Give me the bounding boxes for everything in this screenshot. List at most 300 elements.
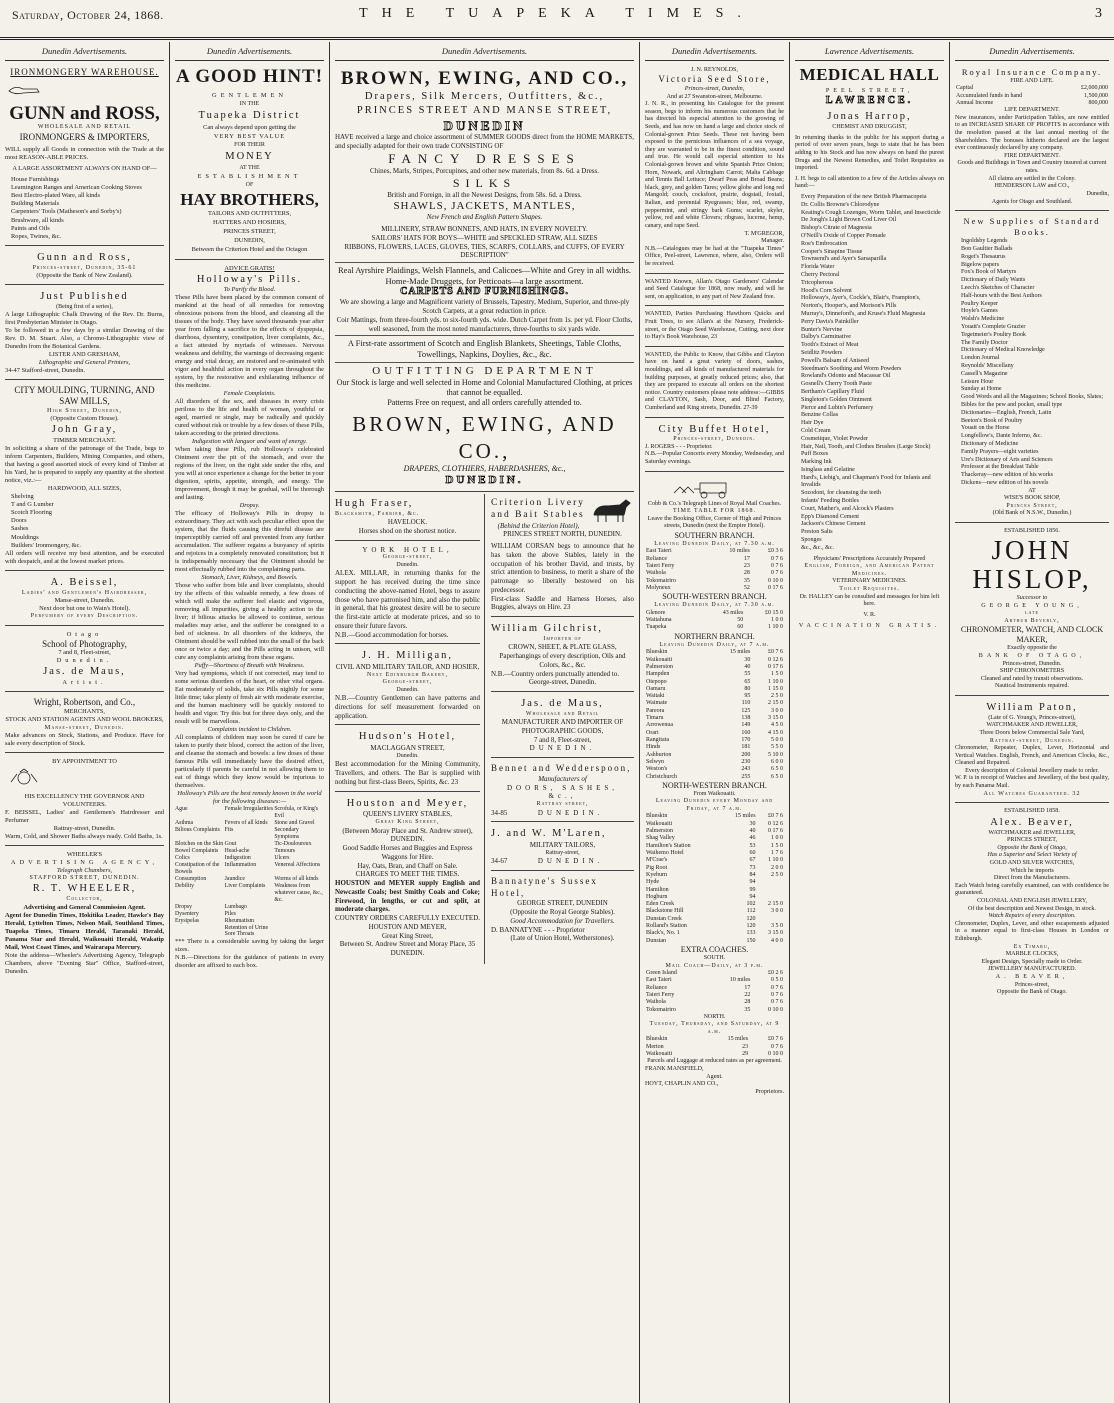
table-cell: 1 7 6: [771, 849, 783, 856]
table-row: [645, 813, 784, 820]
ad-body: Chronometer, Repeater, Duplex, Lever, Horizontal and Vertical Watches. English, French, and American Clocks, &c., Cleaned and Repaired.: [955, 745, 1109, 767]
table-cell: 120: [746, 923, 756, 930]
ad-body: Good Accommodation for Travellers.: [510, 916, 615, 925]
firm-name: Alex. Beaver,: [990, 816, 1074, 828]
list-item: Benzine Collas: [801, 412, 839, 419]
ad-body: WANTED, Parties Purchasing Hawthorn Quicks and Fruit Trees, to see Allan's at the Nursery, Frederick-street, or the Otago Seed Warehouse, Cutting, next door to Hay's Book Warehouse, 23: [645, 311, 784, 341]
table-cell: 800,000: [1088, 99, 1108, 106]
firm-name: Criterion Livery and Bait Stables: [491, 497, 585, 521]
firm-name: Bannatyne's Sussex Hotel,: [491, 875, 598, 898]
section-heading: SHAWLS, JACKETS, MANTLES,: [393, 199, 576, 212]
list-item: Epp's Diamond Cement: [801, 513, 859, 520]
firm-name: A. Beissel,: [50, 576, 119, 588]
table-cell: 243: [741, 766, 751, 773]
table-cell: 28: [743, 570, 750, 577]
ad-body: Very bad symptoms, which if not corrected, may tend to some serious disorders of the heart, or other vital organs. Eat moderately of solids, take six Pills nightly for some little time; take plenty of fresh air with moderate exercise, and the human machinery will be quickly restored to health and vigor. Try this but for three days only, and the result will be marvellous.: [175, 670, 324, 726]
table-cell: Merton: [646, 1043, 664, 1050]
table-cell: £0 7 6: [768, 813, 783, 820]
ad-body: V. R.: [863, 611, 876, 618]
firm-name: John Gray,: [51, 424, 118, 436]
branch-heading: SOUTHERN BRANCH.: [674, 530, 755, 540]
table-row: [645, 578, 784, 585]
table-cell: 95: [744, 693, 751, 700]
firm-line: STOCK AND STATION AGENTS AND WOOL BROKERS,: [5, 715, 164, 723]
list-item: Dalby's Carminative: [801, 334, 852, 341]
list-item: Singleton's Golden Ointment: [801, 396, 872, 403]
table-cell: 0 7 6: [771, 563, 783, 570]
ad-heading: IRONMONGERY WAREHOUSE.: [10, 66, 159, 77]
list-item: Cherry Pectoral: [801, 271, 840, 278]
table-cell: 17: [743, 555, 750, 562]
ad-heading: ADVICE GRATIS!: [224, 264, 275, 272]
disease-cell: [274, 918, 324, 925]
ad-number: 34-85: [491, 808, 508, 817]
table-cell: M'Crae's: [646, 857, 668, 864]
firm-address: STAFFORD STREET, DUNEDIN.: [29, 874, 140, 881]
firm-line: Victoria Seed Store,: [658, 74, 771, 85]
royal-crest-icon: [5, 768, 43, 788]
column-1-header: Dunedin Advertisements.: [5, 44, 164, 61]
column-3-header: Dunedin Advertisements.: [335, 44, 634, 61]
ad-city-moulding: [5, 382, 164, 571]
ad-body: WANTED Known, Allan's Otago Gardeners' Calendar and Seed Catalogue for 1868, now ready, and will be sent, on application, to any part of New Zealand free.: [645, 278, 784, 300]
firm-address: Manse-street, Dunedin.: [44, 723, 125, 731]
list-item: Hair Dye: [801, 420, 824, 427]
firm-line: DOORS, SASHES, &c.,: [506, 783, 619, 801]
ad-line: MONEY: [225, 151, 274, 163]
ad-signature: T. M'GREGOR,: [744, 230, 784, 237]
table-row: [955, 100, 1109, 107]
ad-heading: Holloway's Pills.: [196, 273, 303, 285]
list-item: Tricopherous: [801, 279, 834, 286]
branch-heading: NORTHERN BRANCH.: [674, 631, 755, 641]
table-cell: 0 5 0: [771, 977, 783, 984]
section-heading: MARBLE CLOCKS,: [1005, 951, 1059, 958]
firm-line: MILITARY TAILORS,: [529, 840, 596, 849]
table-row: [645, 671, 784, 678]
table-cell: Timaru: [646, 715, 664, 722]
table-row: [645, 872, 784, 879]
list-item: Hood's Corn Solvent: [801, 287, 852, 294]
list-item: Florida Water: [801, 264, 835, 271]
ad-wanted-calendar: [645, 276, 784, 307]
list-item: Dictionary of Medical Knowledge: [961, 347, 1045, 354]
disease-cell: Piles: [224, 910, 236, 917]
table-cell: 0 10 0: [768, 1051, 783, 1058]
table-row: [645, 1051, 784, 1058]
branch-schedule: Leaving Dunedin Daily, at 7 a.m.: [659, 641, 770, 648]
list-item: Hoyle's Games: [961, 308, 998, 315]
table-cell: Oamaru: [646, 685, 666, 692]
firm-name: Hugh Fraser,: [335, 497, 414, 509]
table-cell: 0 12 6: [768, 656, 783, 663]
table-row: [645, 664, 784, 671]
disease-cell: Consumption: [175, 875, 207, 882]
table-cell: 60: [737, 624, 744, 631]
ad-body: George-street, Dunedin.: [528, 678, 597, 687]
ad-william-paton: [955, 698, 1109, 803]
list-item: Powell's Balsam of Aniseed: [801, 357, 869, 364]
ad-heading: CITY MOULDING, TURNING, AND SAW MILLS,: [14, 385, 155, 407]
table-cell: Reliance: [646, 984, 667, 991]
table-cell: 3 15 0: [768, 715, 783, 722]
books-list: [955, 238, 1109, 488]
table-cell: 3 0 0: [771, 908, 783, 915]
list-item: T and G Lumber: [11, 500, 54, 508]
ad-body: N.B.—Good accommodation for horses.: [335, 630, 449, 639]
ad-william-gilchrist: [491, 619, 634, 692]
ad-wright-robertson: [5, 694, 164, 753]
list-item: &c., &c., &c.: [801, 544, 834, 551]
branch-schedule: From Waikouaiti.: [693, 790, 736, 797]
table-row: [645, 624, 784, 631]
disease-cell: Ulcers: [274, 855, 290, 861]
firm-line: WATCHMAKER and JEWELLER,: [988, 829, 1076, 836]
firm-name: Hudson's Hotel,: [358, 731, 457, 743]
ad-subheading: (Being first of a series),: [56, 303, 113, 310]
firm-line: Dunedin.: [396, 561, 419, 568]
disease-cell: [175, 931, 225, 938]
ad-body: English, Foreign, and American Patent Medicines.: [804, 563, 935, 577]
ad-body: ALEX. MILLAR, in returning thanks for the support he has received during the time since conducting the above-named Hotel, begs to assure those who have patronised him, and also the public in general, that his greatest desire will be to secure the first-rate article at moderate prices, and so to ensure their future favors.: [335, 569, 480, 630]
firm-line: Manufacturers of: [538, 774, 587, 783]
table-cell: 2 5 0: [771, 693, 783, 700]
ad-body: Exactly opposite the: [1007, 645, 1057, 652]
table-cell: 53: [749, 842, 756, 849]
ad-alex-beaver: [955, 805, 1109, 1000]
disease-cell: [274, 925, 324, 932]
table-cell: Reliance: [646, 555, 667, 562]
firm-address: Princes-street,: [1014, 981, 1050, 988]
ad-body: Chronometer, Duplex, Lever, and other escapements adjusted in a manner equal to first-class Houses in London or Edinburgh.: [955, 920, 1109, 943]
ad-cobb-coaches: [645, 474, 784, 1101]
list-item: Sashes: [11, 525, 29, 533]
section-heading: Stomach, Liver, Kidneys, and Bowels.: [201, 574, 298, 582]
fare-table-southern: [645, 548, 784, 592]
ad-signature: Agents for Otago and Southland.: [991, 198, 1073, 205]
table-cell: 112: [746, 908, 756, 915]
ad-reynolds-seed-store: [645, 64, 784, 274]
ad-holloways-pills: [175, 262, 324, 975]
table-cell: 0 7 6: [771, 999, 783, 1006]
firm-address: PRINCES STREET AND MANSE STREET,: [356, 105, 613, 117]
ad-body: We are showing a large and Magnificent variety of Brussels, Tapestry, Medium, Superior, and three-ply Scotch Carpets, at a great reduction in price.: [339, 298, 630, 315]
ad-gunn-ross: [5, 64, 164, 247]
ad-body: All Watches Guaranteed. 32: [983, 790, 1081, 797]
ad-body: RIBBONS, FLOWERS, LACES, GLOVES, TIES, SCARFS, COLLARS, and CUFFS, OF EVERY DESCRIPTION": [344, 242, 625, 260]
ad-body: Physicians' Prescriptions Accurately Prepared: [813, 555, 926, 562]
ad-body: J. N. R., in presenting his Catalogue for the present season, begs to inform his numerous customers that he has directed his especial attention to the growing of Seeds, and has now on hand a large and choice stock of Colonial-grown Prize Seeds. These not having been exposed to the pernicious influences of a sea voyage, they are warranted to be in the finest condition, sound and true. He would call especial attention to his Colonial-grown brown and white Spanish Prize Onion; Horn, Nowark, and Altringham Carrot; Malta Cabbage and Tennis Ball Lettuce; Dwarf Peas and Broad Beans; black, grey, and golden Tares; yellow globe and long red Mangold; couch, cocksfoot, prairie, dogstail, foxtail, Italian, and perennial Ryegrasses; blue, red, swamp, peppermint, and stringy bark Gums; scarlet, skyler, yellow, red and white Clovers; ribgrass, lucerne, hemp, canary, and rape Seed.: [645, 101, 784, 229]
table-cell: 102: [746, 901, 756, 908]
list-item: Roget's Thesaurus: [961, 253, 1006, 260]
firm-name: Jas. de Maus,: [43, 666, 126, 678]
disease-cell: Worms of all kinds: [274, 875, 319, 882]
firm-note: Next door but one to Wain's Hotel).: [39, 605, 130, 613]
ad-body: SAILORS' HATS FOR BOYS—WHITE and SPECKLED STRAW, ALL SIZES: [371, 233, 598, 242]
table-cell: 10 miles: [729, 977, 751, 984]
list-item: Carpenters' Tools (Matheson's and Sorby's): [11, 208, 122, 216]
list-item: Every Preparation of the new British Pharmacopeia: [801, 194, 927, 200]
ad-signature: HOYT, CHAPLIN AND CO.,: [645, 1081, 719, 1088]
firm-line: BANK OF OTAGO,: [978, 652, 1086, 659]
table-cell: Tuapeka: [646, 624, 667, 631]
firm-city: LAWRENCE.: [825, 95, 914, 107]
table-cell: 15 miles: [729, 649, 751, 656]
table-cell: Ashburton: [646, 751, 672, 758]
list-item: Beeton's Book of Poultry: [961, 417, 1023, 424]
table-cell: 0 17 6: [768, 663, 783, 670]
ad-body: A large Lithographic Chalk Drawing of the Rev. Dr. Burns, first Presbyterian Minister in Otago.: [5, 311, 164, 327]
firm-name: MEDICAL HALL: [799, 64, 940, 84]
table-cell: Waitaki: [646, 693, 665, 700]
firm-line: DUNEDIN.: [390, 835, 425, 844]
table-cell: 5 10 0: [768, 751, 783, 758]
disease-cell: Constipation of the Bowels: [175, 861, 220, 875]
ad-hudsons-hotel: [335, 727, 480, 791]
list-item: De Jongh's Light Brown Cod Liver Oil: [801, 217, 897, 224]
table-cell: Palmerston: [646, 828, 673, 835]
ad-line: OF: [245, 182, 254, 189]
list-item: Bon Gaultier Ballads: [961, 246, 1013, 253]
table-cell: 23: [743, 563, 750, 570]
list-item: Hair, Nail, Tooth, and Clothes Brushes (Large Stock): [801, 443, 931, 450]
table-row: [645, 774, 784, 781]
ad-line: IN THE: [239, 100, 260, 107]
ad-body: Toilet Requisites.: [839, 586, 900, 593]
table-row: [645, 985, 784, 992]
firm-address: Opposite the Bank of Otago.: [997, 989, 1067, 996]
table-cell: 0 10 0: [768, 577, 783, 584]
ad-body: To be followed in a few days by a similar Drawing of the Rev. D. M. Stuart. Also, a Chromo-Lithographic view of Dunedin from the Botanical Gardens.: [5, 327, 164, 351]
ad-body: Make advances on Stock, Stations, and Produce. Have for sale every description of Stock.: [5, 731, 164, 747]
list-item: Scotch Flooring: [11, 509, 53, 517]
section-heading: OUTFITTING DEPARTMENT: [372, 364, 597, 377]
table-row: [645, 835, 784, 842]
table-cell: 0 7 6: [771, 555, 783, 562]
ad-heading: BY APPOINTMENT TO: [52, 757, 117, 765]
table-cell: 84: [749, 871, 756, 878]
ad-body: CHARGES TO MEET THE TIMES.: [355, 870, 460, 879]
table-cell: Otepopo: [646, 678, 667, 685]
table-cell: 0 7 6: [771, 570, 783, 577]
firm-name: LISTER AND GRESHAM,: [48, 351, 121, 359]
list-item: Leamington Ranges and American Cooking Stoves: [11, 183, 142, 191]
disease-cell: Lumbago: [224, 903, 247, 910]
table-cell: Dunstan: [646, 937, 666, 944]
disease-cell: Secondary Symptoms: [274, 827, 300, 841]
ad-body: N.B.—Country Gentlemen can have patterns and directions for self measurement forwarded on application.: [335, 694, 480, 720]
table-cell: 125: [741, 707, 751, 714]
table-row: [645, 759, 784, 766]
disease-cell: Female Irregularities: [224, 806, 274, 813]
list-item: Puff Boxes: [801, 451, 829, 458]
ad-body: These Pills have been placed by the common consent of mankind at the head of all remedies for removing obnoxious poisons from the blood, and cleansing all the tissues of the body. They have saved thousands year after year from falling a sacrifice to the effects of dyspepsia, diarrhoea, dysentery, constipation, liver complaints, &c., a fact attested by myriads of witnesses. Nervous weakness and debility, the warnings of decreasing organic energy and vital decay, are restored and re-animated with vigor and healthful action in every organ throughout the system, by the restorative and exhilarating influence of this medicine.: [175, 294, 324, 390]
table-cell: Selwyn: [646, 758, 664, 765]
ad-body: Hay, Oats, Bran, and Chaff on Sale.: [357, 861, 458, 870]
firm-address: Rattray street,: [536, 801, 589, 808]
table-cell: [757, 894, 784, 901]
firm-address: Great King Street,: [375, 819, 440, 825]
disease-cell: Jaundice: [224, 875, 245, 882]
ad-body: Horses shod on the shortest notice.: [358, 526, 457, 535]
table-row: [645, 585, 784, 592]
list-item: Steedman's Soothing and Worm Powders: [801, 365, 902, 372]
ad-body: Between St. Andrew Street and Moray Place, 35: [339, 940, 476, 949]
ad-body: Note the address—Wheeler's Advertising Agency, Telegraph Chambers, above "Evening Star" Office, Stafford-street, Dunedin.: [5, 951, 164, 975]
firm-line: Perfumery of every Description.: [30, 613, 139, 620]
table-cell: 0 10 0: [768, 1006, 783, 1013]
table-cell: Hinds: [646, 744, 661, 751]
table-cell: 43 miles: [722, 609, 744, 616]
list-item: Doors: [11, 517, 27, 525]
ad-body: Home-Made Druggets, for Petticoats—a large assortment.: [385, 275, 584, 286]
ad-wanted-hawthorn: [645, 308, 784, 346]
ad-heading: ADVERTISING AGENCY,: [10, 858, 159, 866]
ad-hay-brothers: [175, 64, 324, 260]
table-cell: 200: [741, 751, 751, 758]
timber-list: [5, 493, 164, 550]
table-cell: 40: [749, 828, 756, 835]
table-cell: Hyde: [646, 879, 659, 886]
table-cell: Annual Income: [956, 99, 994, 106]
table-cell: 35: [743, 577, 750, 584]
table-row: [645, 828, 784, 835]
ad-line: Between the Criterion Hotel and the Octagon: [191, 245, 308, 253]
list-item: Court, Mather's, and Alcock's Plasters: [801, 505, 894, 512]
table-cell: 0 12 6: [768, 820, 783, 827]
ad-signature: Manager.: [761, 238, 784, 245]
list-item: Bishop's Citrate of Magnesia: [801, 225, 872, 232]
ad-body: Those who suffer from bile and liver complaints, should try the effects of this valuable remedy, a few doses of which will make the sufferer feel elastic and vigorous, removing all impurities, giving a healthy action to the liver; if bilious attacks be allowed to continue, serious maladies may arise, and the sufferer be consigned to a bed of sickness. In all disorders of the kidneys, the Ointment should be well rubbed into the small of the back once or twice a day; and the Pills acting in unison, will cure any complaints arising from these organs.: [175, 582, 324, 662]
table-cell: 1 0 0: [771, 617, 783, 624]
disease-cell: Gout: [224, 841, 237, 848]
firm-line: DUNEDIN.: [529, 744, 596, 753]
table-cell: 15 miles: [727, 1036, 749, 1043]
list-item: Poultry Keeper: [961, 300, 999, 307]
table-cell: £0 7 6: [768, 649, 783, 656]
firm-name: Gunn and Ross,: [37, 252, 132, 264]
list-item: Dickens—new edition of his novels: [961, 479, 1049, 486]
ad-body: Three Doors below Commercial Sale Yard,: [979, 729, 1085, 736]
firm-address: Rattray-street, Dunedin.: [989, 737, 1075, 744]
ad-body: COUNTRY ORDERS CAREFULLY EXECUTED.: [335, 914, 481, 922]
firm-name: Bennet and Wedderspoon,: [491, 763, 632, 774]
table-row: [645, 999, 784, 1006]
table-cell: 1 10 0: [768, 678, 783, 685]
ad-line: DUNEDIN,: [234, 236, 265, 244]
ad-body: When taking these Pills, rub Holloway's celebrated Ointment over the pit of the stomach, and over the regions of the liver, on the right side under the ribs, and you will at once experience a change for the better in your digestion, spirits, appetite, strength, and energy. The improvement, though it may be gradual, will be thorough and lasting.: [175, 446, 324, 502]
ad-brown-ewing: [335, 64, 634, 492]
table-row: [645, 548, 784, 555]
issue-date: Saturday, October 24, 1868.: [12, 8, 164, 22]
ad-by-appointment: [5, 755, 164, 846]
table-cell: 1 15 0: [768, 685, 783, 692]
firm-address: (Between Moray Place and St. Andrew street),: [342, 826, 473, 835]
column-3: [330, 42, 640, 1403]
ad-body: All complaints of children may soon be cured if care be taken to purify their blood, correct the action of the liver, and cleanse the stomach and bowels: a few doses of these famous Pills will immediately have the desired effect, particularly if parents be careful in not allowing them to eat of things which they know would be injurious to themselves.: [175, 734, 324, 790]
list-item: Building Materials: [11, 200, 60, 208]
table-row: [645, 887, 784, 894]
table-cell: 230: [741, 758, 751, 765]
ad-line: VERY BEST VALUE: [213, 132, 286, 140]
list-item: Youatt on the Horse: [961, 425, 1010, 432]
table-row: [645, 916, 784, 923]
branch-schedule: SOUTH.: [703, 955, 726, 962]
table-cell: East Taieri: [646, 977, 672, 984]
table-cell: 1,500,000: [1084, 92, 1108, 99]
section-heading: Indigestion with languor and want of energy.: [192, 438, 307, 446]
list-item: Tooth's Extract of Meat: [801, 342, 859, 349]
fare-table-north-western: [645, 813, 784, 945]
ad-body: WILL supply all Goods in connection with the Trade at the most REASON-ABLE PRICES.: [5, 145, 164, 161]
ad-subheading: HARDWOOD, ALL SIZES,: [47, 484, 122, 492]
ad-body: Every description of Colonial Jewellery made to order.: [965, 767, 1099, 774]
table-row: [645, 649, 784, 656]
section-heading: Complaints incident to Children.: [207, 726, 292, 734]
firm-address: Princes-street, Dunedin.: [1002, 660, 1062, 667]
list-item: Shelving: [11, 492, 34, 500]
horse-icon: [586, 497, 634, 523]
table-cell: 67: [749, 857, 756, 864]
firm-line: Paperhangings of every description, Oils and Colors, &c., &c.: [499, 652, 626, 669]
disease-cell: Rheumatism: [224, 917, 254, 924]
section-heading: LIFE DEPARTMENT.: [1004, 107, 1060, 114]
table-cell: £0 3 6: [768, 548, 783, 555]
list-item: Tegetmeier's Poultry Book: [961, 331, 1026, 338]
list-item: O'Neill's Oxide of Copper Pomade: [801, 232, 886, 239]
firm-address: PEEL STREET,: [825, 87, 914, 94]
ad-heading: School of Photography,: [42, 638, 127, 649]
ad-body: Good Saddle Horses and Buggies and Express Waggons for Hire.: [342, 844, 473, 861]
ad-body: All orders will receive my best attention, and be executed with despatch, and at the lowest market prices.: [5, 549, 164, 565]
table-cell: Blueskin: [646, 649, 668, 656]
ad-houston-meyer: [335, 794, 480, 962]
ad-line: Tuapeka District: [198, 110, 301, 122]
list-item: Bertham's Capillary Fluid: [801, 388, 865, 395]
table-cell: 30: [749, 820, 756, 827]
ad-body: New French and English Pattern Shapes.: [426, 213, 543, 222]
firm-line: WHOLESALE AND RETAIL: [37, 124, 132, 131]
ad-body: Elegant Design, Specially made to Order.: [981, 958, 1083, 965]
disease-cell: Venereal Affections: [274, 861, 321, 868]
table-cell: 5 5 0: [771, 744, 783, 751]
firm-name: R. T. WHEELER,: [32, 883, 137, 895]
list-item: Dictionary of Daily Wants: [961, 277, 1026, 284]
table-cell: £0 15 0: [765, 609, 783, 616]
table-row: [955, 85, 1109, 92]
firm-line: TIMBER MERCHANT.: [53, 436, 116, 444]
firm-address: And at 27 Swanston-street, Melbourne.: [666, 93, 763, 100]
table-cell: Eden Creek: [646, 901, 675, 908]
table-cell: Hamilton's Station: [646, 842, 691, 849]
list-item: Holloway's, Ayer's, Cockle's, Blair's, Frampton's, Norton's, Hooper's, and Morison's Pills: [801, 295, 921, 310]
firm-line: QUEEN'S LIVERY STABLES,: [363, 810, 452, 819]
ad-heading: HIS EXCELLENCY THE GOVERNOR AND VOLUNTEERS.: [24, 792, 145, 808]
list-item: Hard's, Liebig's, and Chapman's Food for Infants and Invalids: [801, 474, 931, 489]
ad-signature: Proprietors.: [755, 1088, 784, 1095]
column-4: [640, 42, 790, 1403]
table-cell: 99: [749, 886, 756, 893]
firm-note: (Opposite the Bank of New Zealand).: [36, 272, 133, 280]
ad-body: F. BEISSEL, Ladies' and Gentlemen's Hairdresser and Perfumer: [5, 808, 164, 824]
table-cell: 17: [744, 984, 751, 991]
ad-sussex-hotel: [491, 873, 634, 947]
table-cell: Arrowenua: [646, 722, 673, 729]
disease-cell: Ague: [175, 806, 188, 813]
firm-name: J. and W. M'Laren,: [491, 828, 607, 840]
disease-cell: Liver Complaints: [224, 882, 266, 889]
table-cell: Blackstone Hill: [646, 908, 684, 915]
